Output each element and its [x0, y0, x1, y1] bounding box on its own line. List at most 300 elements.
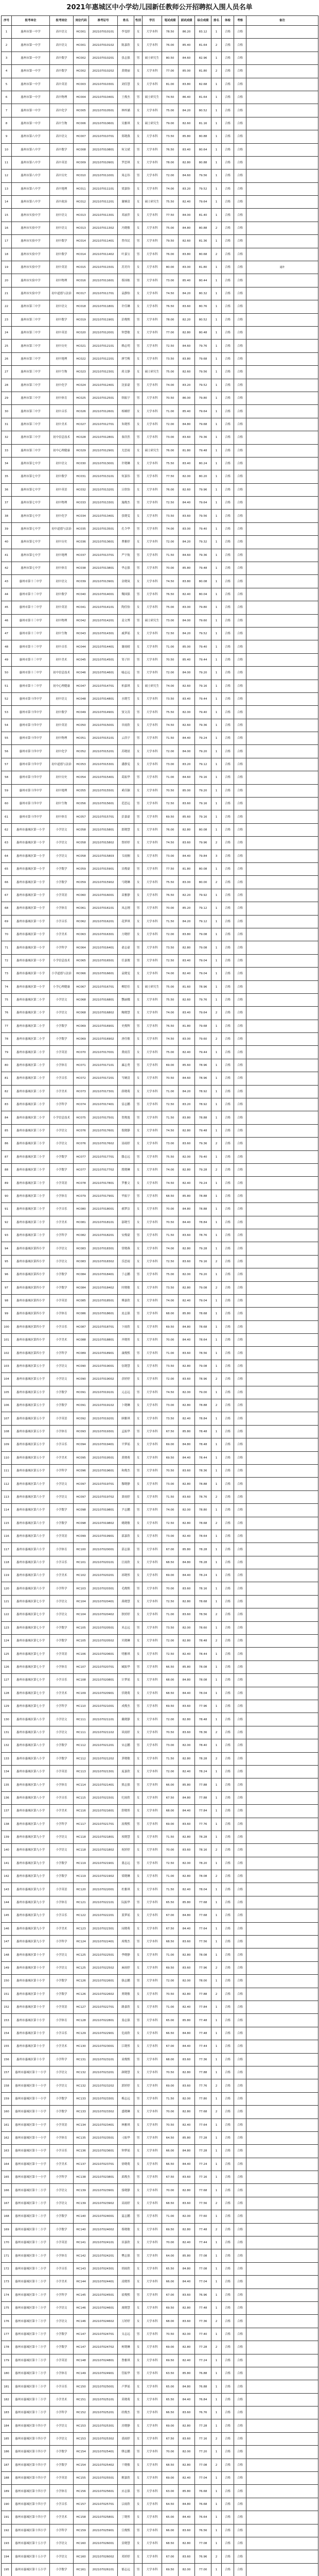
table-cell: 大学本科: [143, 431, 162, 444]
table-cell: 彭俊熙: [118, 313, 134, 326]
table-cell: 64: [2, 850, 12, 862]
table-cell: 凤志刚: [118, 902, 134, 915]
table-cell: 解嘉欣: [118, 2472, 134, 2485]
table-cell: 大学本科: [143, 968, 162, 980]
table-cell: 113: [2, 1490, 12, 1503]
table-cell: 男: [134, 248, 143, 261]
table-cell: 硕士研究生: [143, 196, 162, 209]
table-cell: HC046: [74, 667, 89, 680]
table-cell: 黄晓萌: [118, 1451, 134, 1464]
table-cell: 78.28: [195, 1752, 211, 1765]
table-cell: 合格: [234, 1504, 246, 1517]
table-cell: 67.50: [162, 2432, 179, 2445]
table-cell: 熊志强: [118, 1778, 134, 1791]
table-cell: 合格: [222, 680, 234, 692]
table-cell: HC083: [74, 1242, 89, 1255]
table-cell: 83.60: [179, 2053, 195, 2066]
table-cell: [246, 1111, 318, 1124]
table-cell: 小学数学: [50, 1399, 74, 1412]
table-cell: 71.00: [162, 2001, 179, 2013]
table-cell: 45: [2, 601, 12, 614]
table-cell: 茅晓敏: [118, 1752, 134, 1765]
table-cell: 初中地理: [50, 784, 74, 797]
table-row: [2, 2354, 318, 2367]
table-cell: 大学本科: [143, 130, 162, 143]
table-cell: 60: [2, 798, 12, 810]
table-cell: [246, 1752, 318, 1765]
table-cell: 51: [2, 680, 12, 692]
table-cell: 女: [134, 182, 143, 195]
table-cell: 方晓婷: [118, 928, 134, 941]
table-cell: 82.00: [179, 1621, 195, 1634]
table-cell: 83.60: [179, 2315, 195, 2328]
table-cell: 合格: [234, 2511, 246, 2524]
table-cell: 84.00: [179, 614, 195, 627]
table-cell: 惠州市惠城区第一小学: [12, 823, 50, 836]
table-cell: [246, 156, 318, 169]
table-cell: 29: [2, 392, 12, 404]
table-cell: 小学体育: [50, 1543, 74, 1556]
table-cell: 合格: [234, 1648, 246, 1660]
table-cell: 戴晓静: [118, 1713, 134, 1726]
table-cell: 202107022101: [89, 1896, 118, 1909]
table-cell: 合格: [234, 2550, 246, 2563]
table-cell: HC106: [74, 1648, 89, 1660]
table-cell: 合格: [234, 2380, 246, 2393]
table-cell: 初中音乐: [50, 405, 74, 418]
table-cell: 2: [211, 2315, 222, 2328]
table-cell: 82.00: [179, 1150, 195, 1163]
table-cell: 70.50: [162, 1216, 179, 1229]
table-cell: 小学语文: [50, 1961, 74, 1974]
table-cell: 79.20: [195, 745, 211, 758]
table-cell: 71: [2, 941, 12, 954]
table-cell: [246, 2014, 318, 2027]
table-cell: 82.40: [179, 968, 195, 980]
table-cell: 惠州市惠城区第十三小学: [12, 2380, 50, 2393]
table-cell: 合格: [222, 431, 234, 444]
table-cell: 202107014501: [89, 653, 118, 666]
table-cell: 合格: [222, 261, 234, 274]
table-cell: 合格: [234, 2014, 246, 2027]
table-cell: 202107012701: [89, 418, 118, 431]
table-cell: 1: [211, 993, 222, 1006]
table-cell: 82.40: [179, 2472, 195, 2485]
table-row: [2, 1948, 318, 1961]
table-cell: 82.40: [179, 2354, 195, 2367]
table-cell: 惠州市第三中学: [12, 392, 50, 404]
table-cell: 小学语文: [50, 1007, 74, 1020]
table-cell: 萧雨婷: [118, 1490, 134, 1503]
table-cell: [246, 117, 318, 130]
table-cell: 惠州市惠城区第九小学: [12, 1896, 50, 1909]
table-cell: 合格: [234, 444, 246, 457]
table-cell: 合格: [222, 497, 234, 510]
table-cell: 大学本科: [143, 1373, 162, 1386]
table-cell: 合格: [234, 810, 246, 823]
table-cell: 女: [134, 418, 143, 431]
table-cell: [246, 78, 318, 91]
table-cell: 1: [211, 156, 222, 169]
table-cell: 男: [134, 1504, 143, 1517]
table-cell: 72.00: [162, 1713, 179, 1726]
table-cell: 大学本科: [143, 1975, 162, 1988]
table-cell: HC013: [74, 209, 89, 222]
table-cell: 女: [134, 1360, 143, 1372]
table-row: [2, 1922, 318, 1935]
table-row: [2, 640, 318, 653]
table-cell: 合格: [222, 2341, 234, 2354]
table-cell: HC032: [74, 483, 89, 496]
table-cell: 大学本科: [143, 1582, 162, 1595]
table-cell: 大学本科: [143, 1896, 162, 1909]
table-cell: 小学科学: [50, 2406, 74, 2419]
table-cell: 女: [134, 2419, 143, 2432]
table-cell: 72.50: [162, 1098, 179, 1111]
table-cell: 女: [134, 2001, 143, 2013]
table-cell: 202107024501: [89, 2289, 118, 2301]
table-cell: 78.48: [195, 1635, 211, 1648]
table-cell: 惠州市惠城区第一小学: [12, 850, 50, 862]
table-cell: 合格: [234, 1085, 246, 1098]
table-cell: 66.50: [162, 2406, 179, 2419]
table-cell: 67.00: [162, 1909, 179, 1922]
table-cell: 79.08: [195, 941, 211, 954]
table-row: [2, 2092, 318, 2105]
table-cell: 大学本科: [143, 2106, 162, 2119]
table-row: [2, 1844, 318, 1857]
table-cell: 1: [211, 2354, 222, 2367]
table-cell: 202107017601: [89, 1124, 118, 1137]
table-cell: 小学英语: [50, 2119, 74, 2131]
table-cell: 202107016802: [89, 1007, 118, 1020]
table-cell: 惠州市惠城区第十二小学: [12, 2249, 50, 2262]
table-cell: 71.50: [162, 1490, 179, 1503]
table-cell: 83.40: [179, 1007, 195, 1020]
table-cell: [246, 1268, 318, 1281]
table-cell: HC070: [74, 1046, 89, 1059]
table-cell: 145: [2, 1909, 12, 1922]
table-cell: 男: [134, 653, 143, 666]
table-cell: [246, 1936, 318, 1948]
table-cell: 70.50: [162, 653, 179, 666]
table-cell: 1: [211, 52, 222, 64]
table-cell: 79.20: [195, 784, 211, 797]
table-cell: 83.80: [179, 575, 195, 588]
table-cell: 大学本科: [143, 2563, 162, 2576]
table-cell: 202107022201: [89, 1909, 118, 1922]
table-cell: 68.50: [162, 2537, 179, 2550]
table-cell: 67.00: [162, 2550, 179, 2563]
table-cell: 惠州市第十三中学: [12, 667, 50, 680]
table-cell: 合格: [222, 352, 234, 365]
table-cell: 77.36: [195, 2053, 211, 2066]
table-cell: 闵晓萌: [118, 1922, 134, 1935]
table-cell: 娄志强: [118, 2014, 134, 2027]
table-cell: 合格: [234, 915, 246, 928]
table-cell: 202107011101: [89, 182, 118, 195]
table-row: [2, 1020, 318, 1032]
table-cell: 男: [134, 52, 143, 64]
table-cell: 78.16: [195, 1582, 211, 1595]
table-cell: 麻雨婷: [118, 1961, 134, 1974]
table-cell: 202107021001: [89, 1700, 118, 1713]
table-cell: 79.00: [195, 1386, 211, 1399]
table-cell: 合格: [222, 889, 234, 902]
table-cell: 1: [211, 1569, 222, 1582]
table-cell: 79.32: [195, 536, 211, 549]
table-cell: 合格: [222, 1791, 234, 1804]
table-cell: 惠州市第三中学: [12, 352, 50, 365]
table-cell: 80.76: [195, 300, 211, 313]
table-cell: 大学本科: [143, 1726, 162, 1739]
table-cell: 女: [134, 1490, 143, 1503]
table-row: [2, 2459, 318, 2471]
table-cell: 1: [211, 1098, 222, 1111]
table-cell: 77.16: [195, 2171, 211, 2184]
table-cell: 于志鹏: [118, 1268, 134, 1281]
table-cell: 和俊杰: [118, 1464, 134, 1477]
table-cell: 202107019101: [89, 1386, 118, 1399]
table-cell: 合格: [234, 1988, 246, 2001]
table-cell: 1: [211, 2446, 222, 2459]
table-cell: 64.50: [162, 2498, 179, 2511]
table-cell: HC073: [74, 1085, 89, 1098]
table-cell: 合格: [222, 1530, 234, 1543]
table-cell: 86: [2, 1138, 12, 1150]
table-cell: 202107023501: [89, 2131, 118, 2144]
table-cell: [246, 1386, 318, 1399]
table-cell: 合格: [222, 1334, 234, 1347]
table-cell: 82.80: [179, 2066, 195, 2079]
table-cell: 合格: [222, 2485, 234, 2498]
table-cell: 1: [211, 2158, 222, 2171]
table-cell: 70: [2, 928, 12, 941]
table-cell: 女: [134, 2223, 143, 2236]
table-cell: 合格: [222, 1648, 234, 1660]
table-cell: 82.80: [179, 326, 195, 339]
table-cell: 合格: [222, 1255, 234, 1268]
table-cell: 69.00: [162, 2079, 179, 2092]
table-cell: 湛志强: [118, 1543, 134, 1556]
table-cell: 大学本科: [143, 222, 162, 234]
table-cell: 79.64: [195, 405, 211, 418]
table-cell: 76.64: [195, 2511, 211, 2524]
table-cell: 惠州市惠城区第十二小学: [12, 2236, 50, 2249]
table-cell: 苗雅静: [118, 889, 134, 902]
table-cell: HC013: [74, 222, 89, 234]
table-cell: 202107015901: [89, 863, 118, 876]
table-cell: 合格: [234, 1268, 246, 1281]
table-cell: 合格: [222, 627, 234, 640]
table-cell: 男: [134, 2367, 143, 2380]
table-cell: 女: [134, 352, 143, 365]
table-row: [2, 2001, 318, 2013]
table-cell: 大学本科: [143, 1844, 162, 1857]
table-cell: [246, 522, 318, 535]
table-cell: 宋志鹏: [118, 1739, 134, 1752]
table-cell: 合格: [222, 1163, 234, 1176]
table-cell: 1: [211, 823, 222, 836]
table-cell: 82.00: [179, 470, 195, 483]
table-cell: 大学本科: [143, 2459, 162, 2471]
table-cell: 惠州市第一中学: [12, 26, 50, 39]
table-cell: 合格: [234, 483, 246, 496]
table-cell: 82.20: [179, 889, 195, 902]
table-cell: 77.50: [162, 209, 179, 222]
table-cell: 高中历史: [50, 170, 74, 182]
table-cell: 齐晓彤: [118, 1334, 134, 1347]
table-cell: 202107010401: [89, 91, 118, 104]
table-row: [2, 1098, 318, 1111]
table-cell: 大学本科: [143, 1163, 162, 1176]
table-row: [2, 1242, 318, 1255]
table-cell: 85.00: [179, 65, 195, 78]
table-cell: 202107010102: [89, 39, 118, 52]
table-cell: 卢梦瑶: [118, 2380, 134, 2393]
table-cell: 85.80: [179, 562, 195, 575]
table-cell: 大学本科: [143, 1857, 162, 1870]
table-cell: HC118: [74, 1831, 89, 1843]
table-cell: 小学数学: [50, 1504, 74, 1517]
table-cell: 合格: [222, 1961, 234, 1974]
table-cell: 83.60: [179, 2197, 195, 2210]
table-cell: 合格: [222, 1203, 234, 1216]
table-cell: 202107017701: [89, 1150, 118, 1163]
table-cell: 合格: [222, 810, 234, 823]
table-cell: 202107010101: [89, 26, 118, 39]
table-row: [2, 902, 318, 915]
table-cell: 惠州市惠城区第三小学: [12, 1190, 50, 1202]
table-cell: 202107021202: [89, 1752, 118, 1765]
table-cell: 78.56: [195, 1347, 211, 1360]
table-cell: 惠州市惠城区第八小学: [12, 1765, 50, 1778]
table-cell: 大学本科: [143, 1648, 162, 1660]
table-cell: 202107014801: [89, 692, 118, 705]
table-cell: HC161: [74, 2563, 89, 2576]
table-cell: 68.00: [162, 2053, 179, 2066]
table-cell: 202107012201: [89, 352, 118, 365]
table-cell: 合格: [234, 1111, 246, 1124]
table-cell: 81.60: [179, 980, 195, 993]
table-cell: 大学本科: [143, 549, 162, 562]
table-row: [2, 1582, 318, 1595]
table-cell: 202107012001: [89, 326, 118, 339]
table-cell: 143: [2, 1883, 12, 1896]
table-cell: 合格: [222, 2223, 234, 2236]
table-cell: 202107018101: [89, 1216, 118, 1229]
table-cell: 72.00: [162, 170, 179, 182]
table-cell: 合格: [234, 1936, 246, 1948]
table-cell: 大学本科: [143, 1870, 162, 1883]
table-cell: 小学语文: [50, 850, 74, 862]
table-cell: 严宇航: [118, 549, 134, 562]
table-cell: 大学本科: [143, 889, 162, 902]
table-cell: 202107019201: [89, 1412, 118, 1425]
table-cell: HC058: [74, 823, 89, 836]
table-cell: 大学本科: [143, 143, 162, 156]
table-cell: 惠州市第三中学: [12, 431, 50, 444]
table-cell: 202107018001: [89, 1203, 118, 1216]
table-cell: 78.24: [195, 1765, 211, 1778]
table-cell: 唐佳敏: [118, 1033, 134, 1046]
table-cell: 合格: [222, 2419, 234, 2432]
table-cell: 合格: [222, 993, 234, 1006]
table-cell: 惠州市惠城区第五小学: [12, 1438, 50, 1451]
table-cell: 202107018901: [89, 1347, 118, 1360]
table-cell: 合格: [234, 2145, 246, 2158]
table-cell: 202107015301: [89, 758, 118, 771]
table-cell: HC112: [74, 1739, 89, 1752]
table-cell: 合格: [222, 1438, 234, 1451]
table-cell: 36: [2, 483, 12, 496]
table-row: [2, 601, 318, 614]
table-cell: 79.28: [195, 1163, 211, 1176]
table-cell: 男: [134, 667, 143, 680]
table-cell: 合格: [222, 1020, 234, 1032]
table-cell: [246, 745, 318, 758]
table-cell: 大学本科: [143, 1478, 162, 1490]
table-cell: HC117: [74, 1818, 89, 1831]
table-cell: 李雯婷: [118, 26, 134, 39]
table-cell: 1: [211, 2524, 222, 2537]
table-cell: 84.80: [179, 2262, 195, 2275]
table-cell: 合格: [234, 1438, 246, 1451]
table-cell: 大学本科: [143, 1752, 162, 1765]
table-cell: 女: [134, 1961, 143, 1974]
table-cell: 合格: [234, 1844, 246, 1857]
table-cell: 合格: [234, 889, 246, 902]
table-cell: 合格: [234, 52, 246, 64]
table-cell: 郭婷婷: [118, 2079, 134, 2092]
table-cell: 77.28: [195, 2341, 211, 2354]
table-row: [2, 562, 318, 575]
table-cell: [246, 1504, 318, 1517]
table-row: [2, 1883, 318, 1896]
table-cell: 79.52: [195, 627, 211, 640]
table-cell: 大学本科: [143, 1229, 162, 1242]
table-cell: 金晓岚: [118, 575, 134, 588]
table-cell: 79.20: [195, 1268, 211, 1281]
table-row: [2, 352, 318, 365]
table-cell: 合格: [222, 2432, 234, 2445]
table-cell: 合格: [234, 2158, 246, 2171]
table-cell: 76.88: [195, 2367, 211, 2380]
table-cell: 69.00: [162, 1438, 179, 1451]
table-cell: 82.40: [179, 1883, 195, 1896]
table-cell: HC065: [74, 954, 89, 967]
table-cell: 女: [134, 1242, 143, 1255]
table-row: [2, 1648, 318, 1660]
table-cell: 合格: [234, 2485, 246, 2498]
table-cell: 202107013801: [89, 562, 118, 575]
table-cell: [246, 928, 318, 941]
table-row: [2, 1451, 318, 1464]
table-cell: 67.50: [162, 1425, 179, 1438]
table-cell: 78.76: [195, 1490, 211, 1503]
table-cell: HC084: [74, 1268, 89, 1281]
table-cell: [246, 1464, 318, 1477]
table-cell: 惠州市第十三中学: [12, 614, 50, 627]
table-cell: 初中化学: [50, 510, 74, 522]
table-cell: 花梦琪: [118, 915, 134, 928]
table-cell: 104: [2, 1373, 12, 1386]
table-cell: 80.68: [195, 248, 211, 261]
table-cell: 魏国强: [118, 588, 134, 601]
table-cell: 初中心理健康: [50, 680, 74, 692]
table-cell: 女: [134, 2498, 143, 2511]
table-cell: 惠州市惠城区第十二小学: [12, 2276, 50, 2289]
